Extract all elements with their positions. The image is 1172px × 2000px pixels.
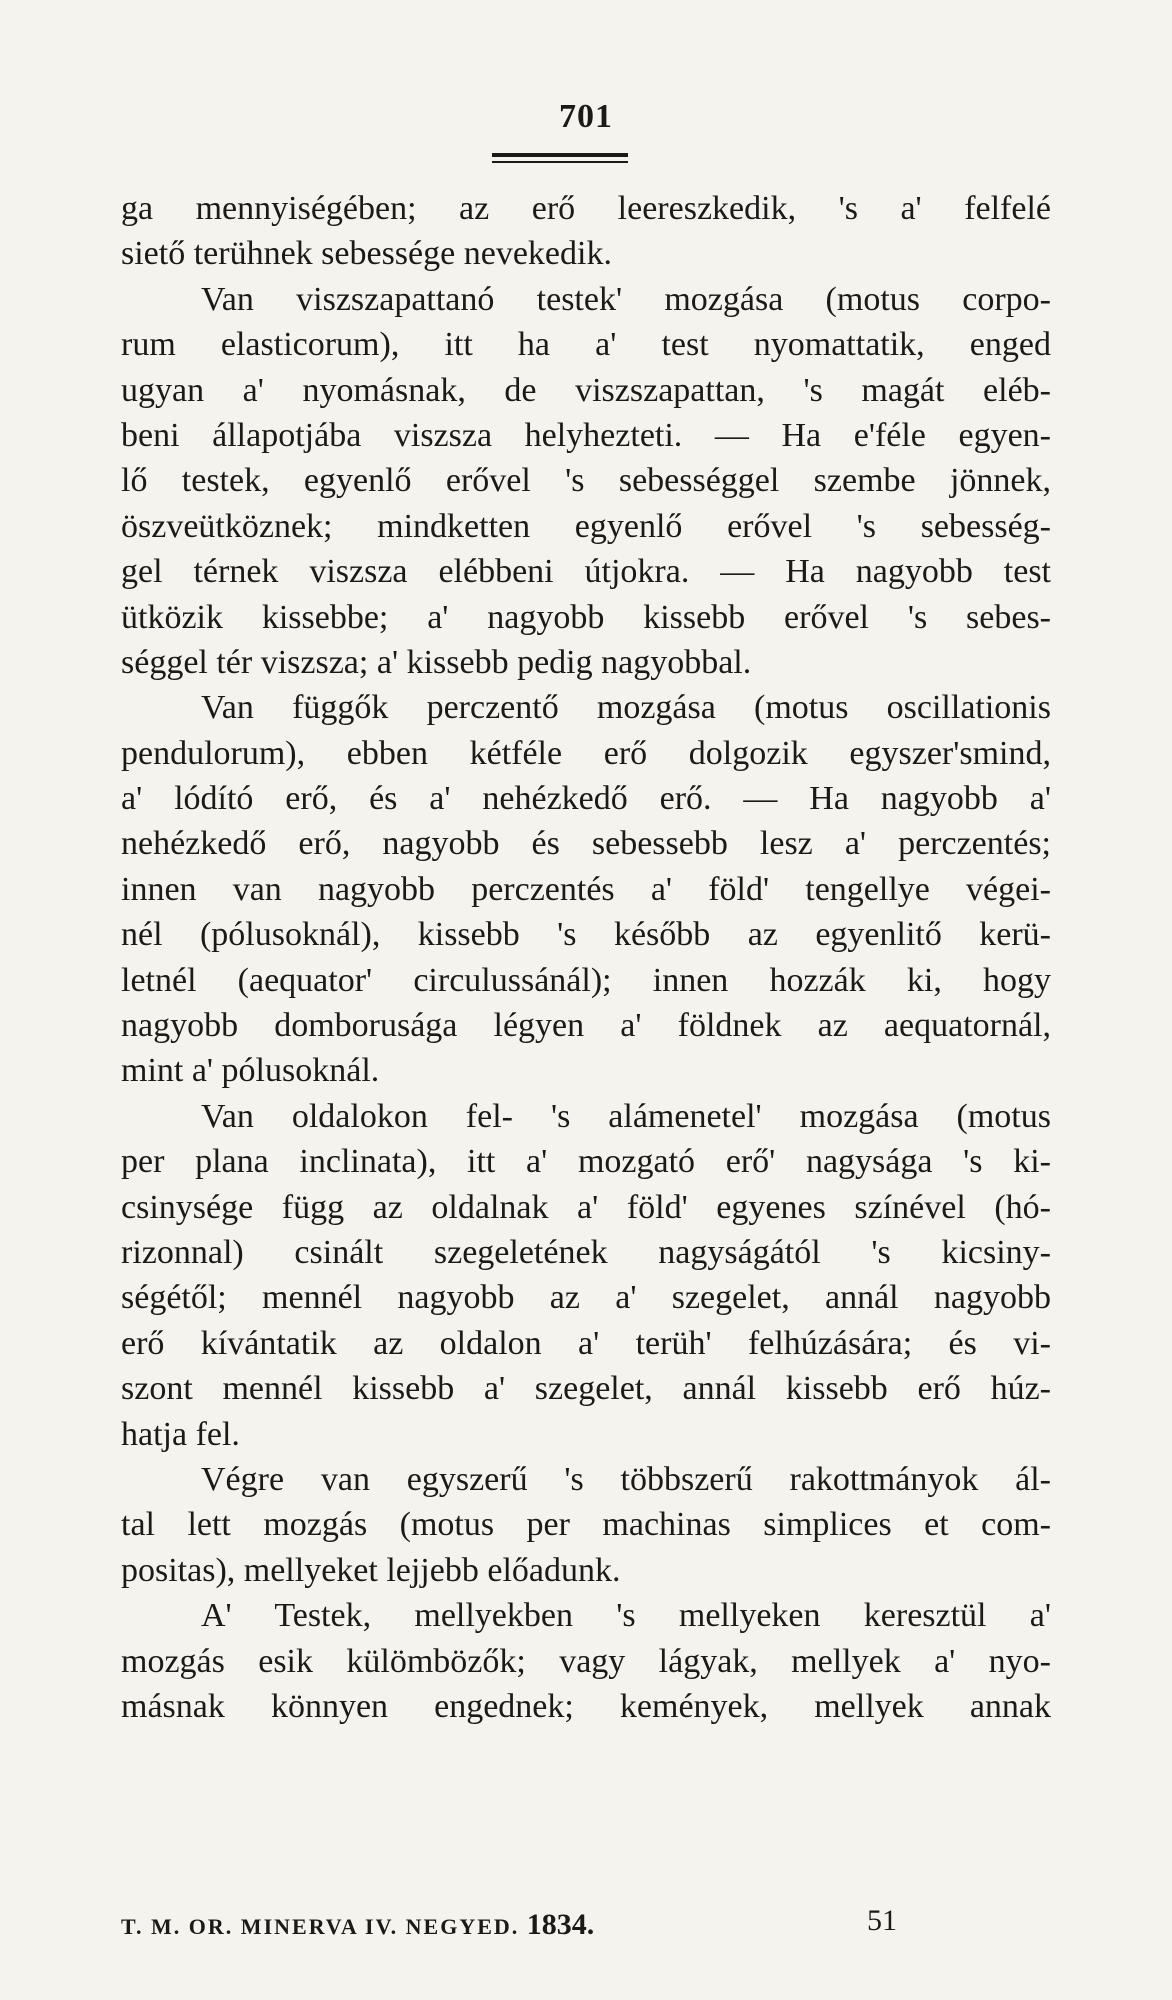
text-line: öszveütköznek; mindketten egyenlő erővel 's sebesség- [121, 507, 1051, 545]
text-line: A' Testek, mellyekben 's mellyeken keresztül a' [201, 1597, 1051, 1635]
text-line: nehézkedő erő, nagyobb és sebessebb lesz a' perczentés; [121, 825, 1051, 863]
text-line: positas), mellyeket lejjebb előadunk. [121, 1551, 621, 1589]
text-line: a' lódító erő, és a' nehézkedő erő. — Ha nagyobb a' [121, 780, 1051, 818]
text-line: Van viszszapattanó testek' mozgása (motus corpo- [201, 280, 1051, 318]
text-line: siető terühnek sebessége nevekedik. [121, 235, 612, 273]
text-line: ütközik kissebbe; a' nagyobb kissebb erővel 's sebes- [121, 598, 1051, 636]
text-line: nél (pólusoknál), kissebb 's később az egyenlitő kerü- [121, 916, 1051, 954]
text-line: mint a' pólusoknál. [121, 1052, 380, 1090]
text-line: ugyan a' nyomásnak, de viszszapattan, 's magát eléb- [121, 371, 1051, 409]
text-line: Végre van egyszerű 's többszerű rakottmányok ál- [201, 1460, 1051, 1498]
text-line: Van függők perczentő mozgása (motus oscillationis [201, 689, 1051, 727]
text-line: szont mennél kissebb a' szegelet, annál kissebb erő húz- [121, 1370, 1051, 1408]
sheet-number: 51 [867, 1904, 897, 1937]
text-line: erő kívántatik az oldalon a' terüh' felhúzására; és vi- [121, 1324, 1051, 1362]
text-line: Van oldalokon fel- 's alámenetel' mozgása (motus [201, 1097, 1051, 1135]
footer-year: 1834. [526, 1908, 595, 1941]
text-line: beni állapotjába viszsza helyhezteti. — Ha e'féle egyen- [121, 416, 1051, 454]
text-line: csinysége függ az oldalnak a' föld' egyenes színével (hó- [121, 1188, 1051, 1226]
text-line: rum elasticorum), itt ha a' test nyomattatik, enged [121, 326, 1051, 364]
text-line: ségétől; mennél nagyobb az a' szegelet, annál nagyobb [121, 1279, 1051, 1317]
page-footer [121, 1904, 1051, 1948]
text-line: ga mennyiségében; az erő leereszkedik, 's a' felfelé [121, 190, 1051, 227]
text-line: lő testek, egyenlő erővel 's sebességgel szembe jönnek, [121, 462, 1051, 500]
text-line: pendulorum), ebben kétféle erő dolgozik egyszer'smind, [121, 734, 1051, 772]
text-line: tal lett mozgás (motus per machinas simplices et com- [121, 1506, 1051, 1544]
footer-signature [121, 1908, 594, 1942]
body-text [121, 186, 1051, 1729]
text-line: gel térnek viszsza elébbeni útjokra. — Ha nagyobb test [121, 553, 1051, 591]
header-rule-thick [492, 153, 628, 157]
text-line: nagyobb domborusága légyen a' földnek az aequatornál, [121, 1007, 1051, 1045]
header-rule-thin [492, 161, 628, 163]
text-line: letnél (aequator' circulussánál); innen hozzák ki, hogy [121, 961, 1051, 999]
text-line: hatja fel. [121, 1415, 240, 1453]
text-line: per plana inclinata), itt a' mozgató erő' nagysága 's ki- [121, 1143, 1051, 1181]
footer-signature-text: T. M. OR. MINERVA IV. NEGYED. [121, 1914, 520, 1939]
page-number: 701 [559, 98, 613, 135]
text-line: mozgás esik külömbözők; vagy lágyak, mellyek a' nyo- [121, 1642, 1051, 1680]
text-line: innen van nagyobb perczentés a' föld' tengellye végei- [121, 870, 1051, 908]
text-line: rizonnal) csinált szegeletének nagyságától 's kicsiny- [121, 1233, 1051, 1271]
text-line: másnak könnyen engednek; kemények, mellyek annak [121, 1687, 1051, 1725]
text-line: séggel tér viszsza; a' kissebb pedig nagyobbal. [121, 643, 752, 681]
